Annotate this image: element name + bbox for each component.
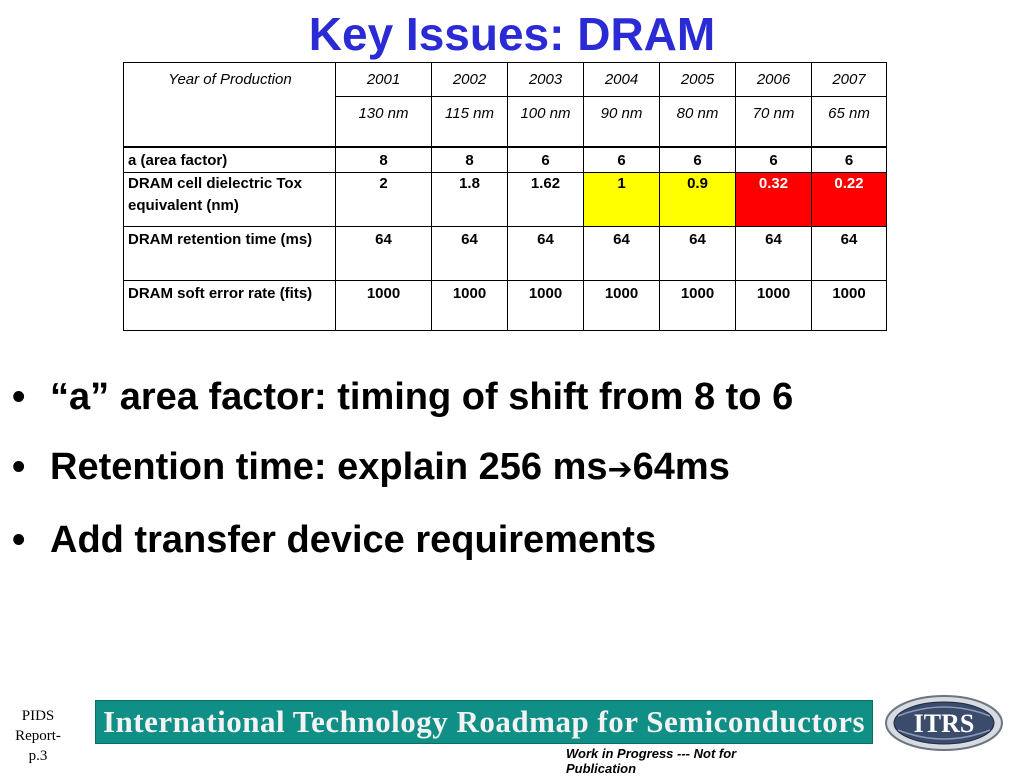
value-cell: 6 [584, 147, 660, 173]
value-cell: 64 [660, 227, 736, 281]
dram-table [123, 62, 887, 331]
bullet-dot: • [12, 446, 26, 488]
bullet-dot: • [12, 519, 26, 561]
value-cell: 64 [812, 227, 887, 281]
itrs-banner [95, 700, 873, 744]
bullet-text: Retention time: explain 256 ms [50, 446, 608, 488]
value-cell: 6 [508, 147, 584, 173]
year-cell: 2001 [336, 63, 432, 97]
value-cell-highlight-red: 0.32 [736, 173, 812, 227]
value-cell-highlight-red: 0.22 [812, 173, 887, 227]
value-cell: 1000 [432, 281, 508, 331]
node-cell: 65 nm [812, 97, 887, 147]
year-cell: 2004 [584, 63, 660, 97]
logo-text: ITRS [913, 709, 975, 738]
bullet-dot: • [12, 376, 26, 418]
value-cell: 6 [812, 147, 887, 173]
value-cell: 64 [508, 227, 584, 281]
bullet-text: “a” area factor: timing of shift from 8 to 6 [50, 376, 794, 418]
value-cell: 1.62 [508, 173, 584, 227]
table-row-area-factor [124, 147, 887, 173]
node-cell: 130 nm [336, 97, 432, 147]
table-row-retention [124, 227, 887, 281]
year-cell: 2007 [812, 63, 887, 97]
banner-text: International Technology Roadmap for Semiconductors [102, 704, 866, 739]
table-row-dielectric [124, 173, 887, 227]
table-row-soft-error [124, 281, 887, 331]
header-year-label: Year of Production [124, 63, 336, 147]
node-cell: 80 nm [660, 97, 736, 147]
value-cell: 64 [736, 227, 812, 281]
value-cell: 1000 [660, 281, 736, 331]
value-cell: 6 [660, 147, 736, 173]
value-cell: 8 [432, 147, 508, 173]
year-cell: 2005 [660, 63, 736, 97]
row-label: DRAM retention time (ms) [124, 227, 336, 281]
value-cell: 1.8 [432, 173, 508, 227]
value-cell: 1000 [336, 281, 432, 331]
year-cell: 2006 [736, 63, 812, 97]
year-cell: 2003 [508, 63, 584, 97]
value-cell: 2 [336, 173, 432, 227]
node-cell: 100 nm [508, 97, 584, 147]
node-cell: 90 nm [584, 97, 660, 147]
row-label: DRAM cell dielectric Tox equivalent (nm) [124, 173, 336, 227]
work-in-progress-note: Work in Progress --- Not for Publication [566, 746, 737, 776]
bullet-list [12, 374, 793, 587]
value-cell: 1000 [736, 281, 812, 331]
bullet-text: 64ms [632, 446, 730, 488]
row-label: DRAM soft error rate (fits) [124, 281, 336, 331]
year-cell: 2002 [432, 63, 508, 97]
value-cell: 64 [432, 227, 508, 281]
bullet-item [12, 374, 793, 420]
value-cell: 1000 [584, 281, 660, 331]
value-cell: 64 [584, 227, 660, 281]
itrs-logo-icon [884, 694, 1004, 752]
pids-report-label: PIDS Report-p.3 [15, 708, 61, 764]
value-cell: 8 [336, 147, 432, 173]
value-cell: 1000 [812, 281, 887, 331]
bullet-item [12, 517, 793, 563]
bullet-item [12, 444, 793, 493]
arrow-icon: ➔ [607, 452, 633, 487]
row-label: a (area factor) [124, 147, 336, 173]
node-cell: 70 nm [736, 97, 812, 147]
value-cell: 6 [736, 147, 812, 173]
bullet-text: Add transfer device requirements [50, 519, 657, 561]
value-cell-highlight-yellow: 0.9 [660, 173, 736, 227]
value-cell-highlight-yellow: 1 [584, 173, 660, 227]
slide-title: Key Issues: DRAM [308, 8, 716, 60]
value-cell: 1000 [508, 281, 584, 331]
node-cell: 115 nm [432, 97, 508, 147]
value-cell: 64 [336, 227, 432, 281]
